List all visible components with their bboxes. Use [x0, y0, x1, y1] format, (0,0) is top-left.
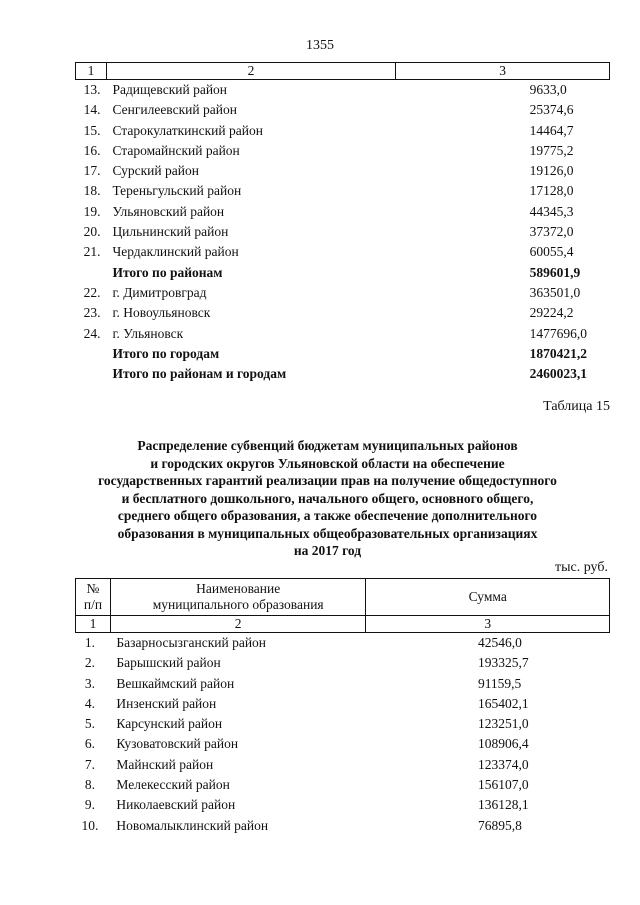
header-name-cell — [110, 579, 366, 616]
table-row — [76, 734, 610, 754]
amount-value: 14464,7 — [529, 122, 574, 138]
row-number: 23. — [83, 305, 101, 321]
total-row — [76, 364, 610, 384]
table-row — [76, 303, 610, 323]
row-number: 14. — [83, 102, 101, 118]
row-number — [76, 263, 107, 283]
amount-value: 25374,6 — [529, 102, 574, 118]
municipality-name: Старокулаткинский район — [112, 122, 263, 138]
allocation-table-continued — [75, 62, 610, 384]
municipality-name: г. Ульяновск — [112, 325, 184, 341]
header-sum-cell: Сумма — [366, 579, 610, 616]
amount-value: 29224,2 — [529, 305, 574, 321]
amount-value: 42546,0 — [477, 635, 522, 650]
row-number: 19. — [83, 203, 101, 219]
municipality-name: Николаевский район — [116, 797, 236, 813]
row-number: 7. — [84, 756, 96, 772]
row-number: 13. — [83, 82, 101, 97]
title-line: и бесплатного дошкольного, начального общего, основного общего, — [121, 490, 534, 506]
municipality-name: Сенгилеевский район — [112, 102, 237, 118]
row-number: 17. — [83, 163, 101, 179]
table-row — [76, 816, 610, 836]
column-number-cell: 3 — [396, 63, 610, 80]
table-title — [60, 437, 595, 560]
column-number-header-row — [76, 616, 610, 633]
amount-value: 193325,7 — [477, 655, 529, 671]
page-number: 1355 — [306, 38, 334, 53]
table-row — [76, 633, 610, 654]
amount-value: 19126,0 — [529, 163, 574, 179]
column-number-cell: 2 — [110, 616, 366, 633]
row-number: 3. — [84, 675, 96, 691]
row-number: 21. — [83, 244, 101, 260]
column-number-header-row — [76, 63, 610, 80]
row-number: 8. — [84, 777, 96, 793]
amount-value: 19775,2 — [529, 142, 574, 158]
municipality-name: Новомалыклинский район — [116, 817, 269, 833]
row-number: 5. — [84, 716, 96, 732]
municipality-name: Вешкаймский район — [116, 675, 235, 691]
column-number-cell: 3 — [366, 616, 610, 633]
municipality-name: Цильнинский район — [112, 224, 229, 240]
title-line: среднего общего образования, а также обеспечение дополнительного — [117, 508, 538, 523]
row-number: 1. — [84, 635, 96, 650]
row-number: 16. — [83, 142, 101, 158]
header-text: п/п — [83, 597, 103, 612]
amount-value: 136128,1 — [477, 797, 529, 813]
municipality-name: Итого по городам — [112, 345, 220, 361]
row-number: 24. — [83, 325, 101, 341]
subvention-distribution-table — [75, 578, 610, 836]
title-line: и городских округов Ульяновской области на обеспечение — [150, 455, 505, 471]
row-number: 20. — [83, 224, 101, 240]
municipality-name: Итого по районам и городам — [112, 366, 287, 382]
table-row — [76, 161, 610, 181]
municipality-name: г. Новоульяновск — [112, 305, 211, 321]
amount-value: 363501,0 — [529, 284, 581, 300]
header-text: муниципального образования — [152, 597, 324, 612]
amount-value: 123251,0 — [477, 716, 529, 732]
column-number-cell: 2 — [106, 63, 395, 80]
municipality-name: Сурский район — [112, 163, 199, 179]
amount-value: 44345,3 — [529, 203, 574, 219]
amount-value: 17128,0 — [529, 183, 574, 199]
amount-value: 1870421,2 — [529, 345, 588, 361]
municipality-name: Итого по районам — [112, 264, 223, 280]
amount-value: 156107,0 — [477, 777, 529, 793]
table-row — [76, 121, 610, 141]
table-row — [76, 324, 610, 344]
table-row — [76, 242, 610, 262]
municipality-name: Кузоватовский район — [116, 736, 239, 752]
table-row — [76, 181, 610, 201]
amount-value: 9633,0 — [529, 82, 567, 97]
row-number: 9. — [84, 797, 96, 813]
row-number: 10. — [81, 817, 99, 833]
table-row — [76, 755, 610, 775]
title-line: государственных гарантий реализации прав на получение общедоступного — [98, 473, 557, 488]
column-number-cell: 1 — [76, 616, 111, 633]
table-header-row — [76, 579, 610, 616]
municipality-name: г. Димитровград — [112, 284, 207, 300]
municipality-name: Чердаклинский район — [112, 244, 239, 260]
amount-value: 76895,8 — [477, 817, 522, 833]
amount-value: 165402,1 — [477, 695, 529, 711]
table-row — [76, 283, 610, 303]
amount-value: 123374,0 — [477, 756, 529, 772]
row-number: 15. — [83, 122, 101, 138]
table-row — [76, 222, 610, 242]
row-number: 18. — [83, 183, 101, 199]
total-row — [76, 344, 610, 364]
table-row — [76, 202, 610, 222]
row-number: 2. — [84, 655, 96, 671]
row-number: 22. — [83, 284, 101, 300]
row-number — [76, 344, 107, 364]
header-number-cell — [76, 579, 111, 616]
amount-value: 1477696,0 — [529, 325, 588, 341]
municipality-name: Тереньгульский район — [112, 183, 242, 199]
column-number-cell: 1 — [76, 63, 107, 80]
municipality-name: Инзенский район — [116, 695, 217, 711]
title-line: Распределение субвенций бюджетам муниципальных районов — [137, 438, 518, 453]
row-number — [76, 364, 107, 384]
table-row — [76, 100, 610, 120]
header-text: Наименование — [196, 581, 281, 596]
table-row — [76, 674, 610, 694]
table-row — [76, 795, 610, 815]
row-number: 4. — [84, 695, 96, 711]
amount-value: 91159,5 — [477, 675, 522, 691]
header-text: № — [86, 581, 100, 596]
amount-value: 108906,4 — [477, 736, 529, 752]
title-line: на 2017 год — [293, 543, 362, 558]
municipality-name: Мелекесский район — [116, 777, 230, 793]
municipality-name: Карсунский район — [116, 716, 223, 732]
municipality-name: Базарносызганский район — [116, 635, 267, 650]
table-row — [76, 714, 610, 734]
table-row — [76, 653, 610, 673]
municipality-name: Старомайнский район — [112, 142, 240, 158]
table-row — [76, 141, 610, 161]
municipality-name: Майнский район — [116, 756, 214, 772]
table-row — [76, 80, 610, 101]
units-label: тыс. руб. — [555, 560, 608, 575]
title-line: образования в муниципальных общеобразовательных организациях — [117, 525, 538, 541]
table-row — [76, 694, 610, 714]
amount-value: 37372,0 — [529, 224, 574, 240]
municipality-name: Ульяновский район — [112, 203, 225, 219]
table-caption: Таблица 15 — [543, 399, 610, 414]
municipality-name: Радищевский район — [112, 82, 228, 97]
amount-value: 2460023,1 — [529, 366, 588, 382]
municipality-name: Барышский район — [116, 655, 221, 671]
row-number: 6. — [84, 736, 96, 752]
amount-value: 60055,4 — [529, 244, 574, 260]
table-row — [76, 775, 610, 795]
total-row — [76, 263, 610, 283]
amount-value: 589601,9 — [529, 264, 581, 280]
